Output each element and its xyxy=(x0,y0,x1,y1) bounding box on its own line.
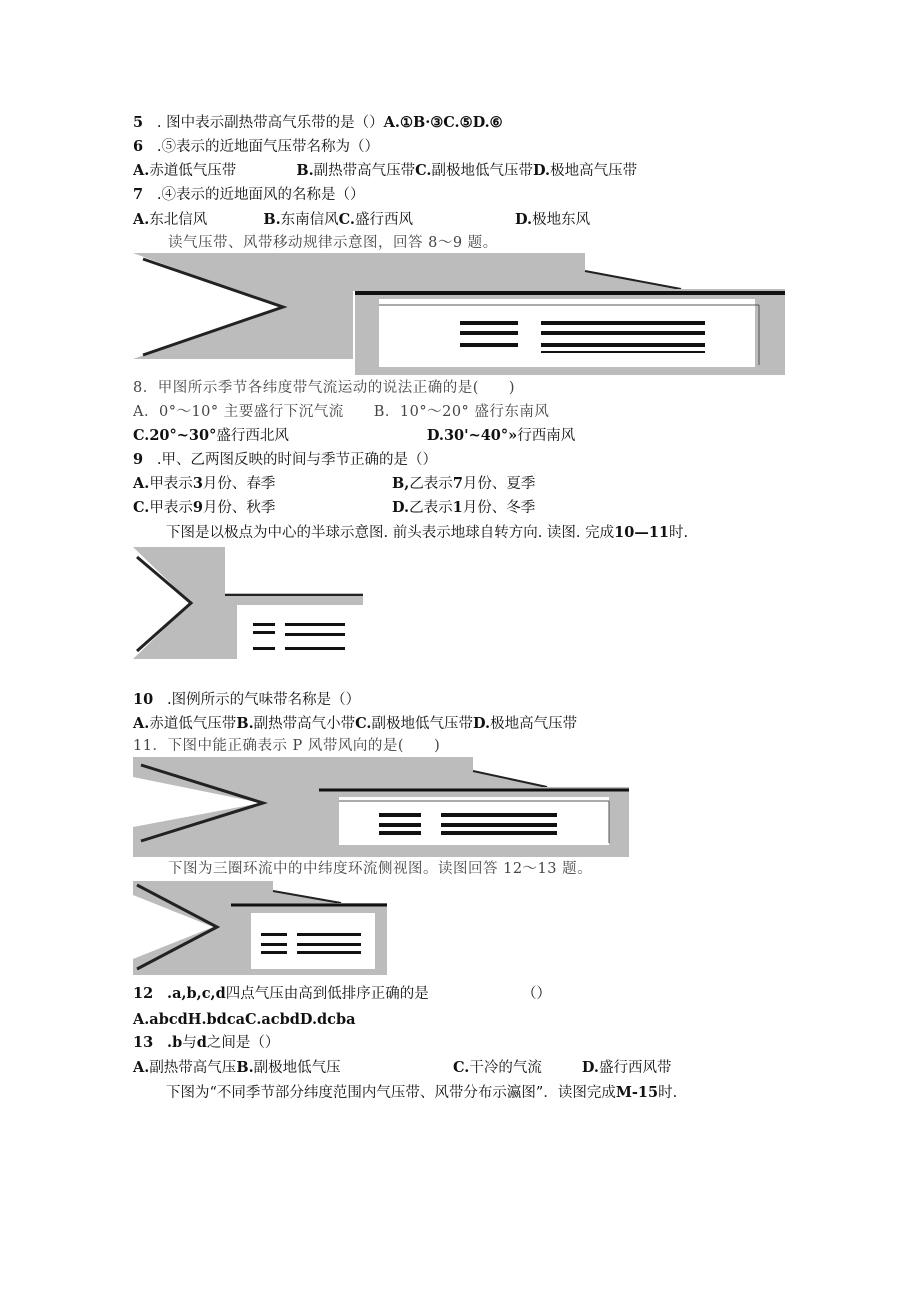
intro-14-15 xyxy=(166,1084,677,1102)
option-a-end: 月份、春季 xyxy=(202,476,276,492)
option-a: 副热带高气压 xyxy=(149,1060,237,1076)
option-c-letter: C. xyxy=(355,715,372,732)
intro-12-13: 下图为三圈环流中的中纬度环流侧视图。读图回答 12～13 题。 xyxy=(168,861,593,877)
legend-line xyxy=(460,321,518,325)
question-9 xyxy=(133,451,437,469)
question-9-options-ab xyxy=(133,475,275,493)
intro-range: 10—11 xyxy=(614,524,670,541)
question-10-options xyxy=(133,715,577,733)
question-text: .甲、乙两图反映的时间与季节正确的是（） xyxy=(156,452,438,468)
option-d: 乙表示 xyxy=(409,500,453,516)
option-a: 甲表示 xyxy=(149,476,193,492)
wind-belt-figure-1 xyxy=(133,253,785,375)
option-d-end: 月份、冬季 xyxy=(462,500,536,516)
option-b: 副热带高气压带 xyxy=(313,163,416,179)
question-13-options-ab xyxy=(133,1059,341,1077)
question-13 xyxy=(133,1034,279,1052)
option-a-letter: A. xyxy=(133,1059,150,1076)
option-c-letter: C. xyxy=(453,1059,470,1076)
question-text: .b xyxy=(167,1034,183,1051)
question-options: A.①B·③C.⑤D.⑥ xyxy=(383,114,503,131)
question-text: . 图中表示副热带高气乐带的是（） xyxy=(156,115,384,131)
question-8: 8．甲图所示季节各纬度带气流运动的说法正确的是( ) xyxy=(133,380,516,396)
option-c-letter: C. xyxy=(415,162,432,179)
option-b-letter: B, xyxy=(392,475,410,492)
question-number: 10 xyxy=(133,691,154,708)
question-7-options xyxy=(133,211,590,229)
option-a: 赤道低气压带 xyxy=(149,163,237,179)
wind-belt-figure-4 xyxy=(133,881,387,975)
question-text: .图例所示的气味带名称是（） xyxy=(167,692,361,708)
option-c-letter: C.20°~30° xyxy=(133,427,217,444)
question-9-option-d xyxy=(392,499,535,517)
option-b-letter: B. xyxy=(296,162,314,179)
option-a-letter: A. xyxy=(133,475,150,492)
question-number: 7 xyxy=(133,186,144,203)
question-13-options-cd xyxy=(453,1059,671,1077)
wind-belt-figure-2 xyxy=(133,547,363,659)
option-b: 副极地低气压 xyxy=(253,1060,341,1076)
option-d-letter: D. xyxy=(472,715,491,732)
legend-line xyxy=(379,813,421,817)
option-d-letter: D.30'~40°» xyxy=(426,427,518,444)
question-text-2: 与 xyxy=(182,1035,197,1051)
option-a: 东北信风 xyxy=(149,212,208,228)
legend-line xyxy=(253,623,275,626)
option-c-number: 9 xyxy=(192,499,203,516)
question-8-options-ab: A．0°～10° 主要盛行下沉气流 B．10°～20° 盛行东南风 xyxy=(133,404,550,420)
option-d: 盛行西风带 xyxy=(598,1060,672,1076)
question-text-3: d xyxy=(196,1034,207,1051)
option-c-end: 月份、秋季 xyxy=(202,500,276,516)
option-c: 副极地低气压带 xyxy=(371,716,473,732)
option-d: 极地东风 xyxy=(532,212,591,228)
question-number: 6 xyxy=(133,138,144,155)
option-c: 甲表示 xyxy=(149,500,193,516)
option-b-letter: B. xyxy=(263,211,281,228)
option-a: 赤道低气压带 xyxy=(149,716,237,732)
option-a-letter: A. xyxy=(133,211,150,228)
answer-parentheses: （） xyxy=(522,986,551,1002)
option-b-number: 7 xyxy=(452,475,463,492)
question-10 xyxy=(133,691,360,709)
intro-end: 时. xyxy=(669,525,689,541)
option-d-letter: D. xyxy=(581,1059,599,1076)
question-number: 13 xyxy=(133,1034,154,1051)
option-a-number: 3 xyxy=(192,475,203,492)
option-d-number: 1 xyxy=(452,499,463,516)
intro-10-11 xyxy=(166,524,688,542)
option-c: 盛行西风 xyxy=(354,212,413,228)
option-b-letter: B. xyxy=(236,715,254,732)
question-6 xyxy=(133,138,379,156)
option-c-letter: C. xyxy=(338,211,355,228)
option-d: 极地高气压带 xyxy=(550,163,638,179)
question-number: 9 xyxy=(133,451,144,468)
option-a-letter: A. xyxy=(133,162,150,179)
option-c: 干冷的气流 xyxy=(469,1060,542,1076)
intro-8-9: 读气压带、风带移动规律示意图，回答 8～9 题。 xyxy=(168,235,498,251)
intro-text: 下图为“不同季节部分纬度范围内气压带、风带分布示瀛图”．读图完成 xyxy=(166,1085,616,1101)
intro-end: 时. xyxy=(658,1085,678,1101)
question-text-4: 之间是（） xyxy=(206,1035,280,1051)
question-12 xyxy=(133,985,429,1003)
option-b: 副热带高气小带 xyxy=(253,716,356,732)
option-c: 盛行西北风 xyxy=(216,428,289,444)
option-c-letter: C. xyxy=(133,499,150,516)
question-11: 11．下图中能正确表示 P 风带风向的是( ) xyxy=(133,738,441,754)
question-text: .a,b,c,d xyxy=(167,985,226,1002)
option-b-end: 月份、夏季 xyxy=(462,476,536,492)
question-5 xyxy=(133,114,503,132)
question-text: .④表示的近地面风的名称是（） xyxy=(156,187,365,203)
question-12-options: A.abcdH.bdcaC.acbdD.dcba xyxy=(133,1011,356,1028)
question-6-options xyxy=(133,162,637,180)
wind-belt-figure-3 xyxy=(133,757,629,857)
option-d-letter: D. xyxy=(532,162,551,179)
option-d-letter: D. xyxy=(392,499,410,516)
option-b: 东南信风 xyxy=(280,212,339,228)
option-d-letter: D. xyxy=(514,211,533,228)
option-a-letter: A. xyxy=(133,715,150,732)
legend-line xyxy=(261,933,287,936)
option-c: 副极地低气压带 xyxy=(431,163,533,179)
option-b: 乙表示 xyxy=(409,476,453,492)
option-d: 极地高气压带 xyxy=(490,716,578,732)
question-9-options-cd xyxy=(133,499,275,517)
intro-text: 下图是以极点为中心的半球示意图. 前头表示地球自转方向. 读图. 完成 xyxy=(166,525,615,541)
question-number: 12 xyxy=(133,985,154,1002)
option-b-letter: B. xyxy=(236,1059,254,1076)
question-9-option-b xyxy=(392,475,535,493)
question-number: 5 xyxy=(133,114,144,131)
question-8-options-cd xyxy=(133,427,575,445)
question-text-2: 四点气压由高到低排序正确的是 xyxy=(225,986,429,1002)
question-text: .⑤表示的近地面气压带名称为（） xyxy=(156,139,380,155)
question-7 xyxy=(133,186,365,204)
option-d: 行西南风 xyxy=(517,428,576,444)
intro-range: M-15 xyxy=(615,1084,659,1101)
